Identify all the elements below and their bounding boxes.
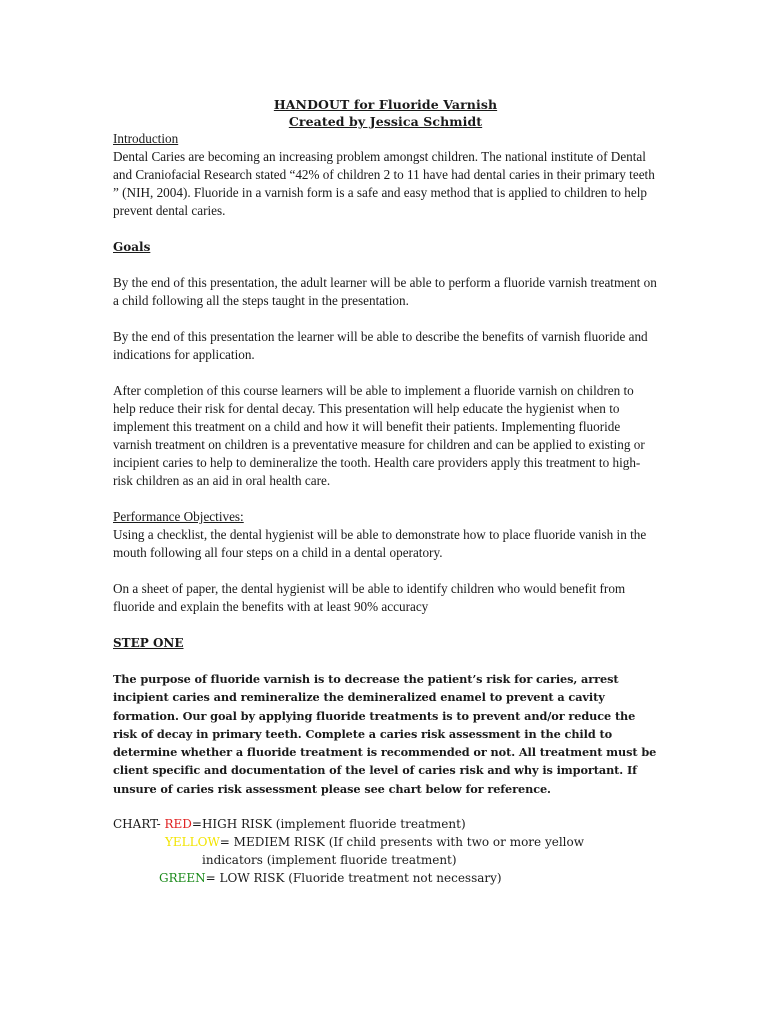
performance-paragraph-2: On a sheet of paper, the dental hygienist will be able to identify children who would benefit from fluoride and explain the benefits with at least 90% accuracy — [113, 581, 626, 614]
red-description: =HIGH RISK (implement fluoride treatment) — [191, 817, 466, 832]
performance-paragraph-1: Using a checklist, the dental hygienist will be able to demonstrate how to place fluoride vanish in the mouth following all four steps on a child in a dental operatory. — [113, 527, 647, 560]
goals-paragraph-1: By the end of this presentation, the adult learner will be able to perform a fluoride varnish treatment on a child following all the steps taught in the presentation. — [113, 275, 657, 308]
green-description: = LOW RISK (Fluoride treatment not necessary) — [205, 871, 502, 886]
document-page — [113, 96, 658, 887]
red-label: RED — [164, 817, 192, 832]
spacer — [113, 310, 658, 328]
yellow-description-cont: indicators (implement fluoride treatment) — [202, 853, 457, 868]
document-title: HANDOUT for Fluoride Varnish — [273, 97, 498, 112]
spacer — [113, 562, 658, 580]
chart-row-high-risk — [113, 815, 658, 833]
chart-row-medium-risk — [113, 833, 658, 851]
goals-heading: Goals — [113, 240, 151, 254]
yellow-label: YELLOW — [165, 835, 220, 850]
spacer — [113, 798, 658, 815]
spacer — [113, 220, 658, 238]
chart-row-medium-risk-cont — [113, 851, 658, 869]
goals-paragraph-2: By the end of this presentation the learner will be able to describe the benefits of varnish fluoride and indications for application. — [113, 329, 648, 362]
step-one-text: The purpose of fluoride varnish is to decrease the patient’s risk for caries, arrest incipient caries and remineralize the demineralized enamel to prevent a cavity formation. Our goal by applying fluoride treatments is to prevent and/or reduce the risk of decay in primary teeth. Complete a caries risk assessment in the child to determine whether a fluoride treatment is recommended or not. All treatment must be client specific and documentation of the level of caries risk and why is important. If unsure of caries risk assessment please see chart below for reference. — [113, 672, 657, 796]
chart-row-low-risk — [113, 869, 658, 887]
green-label: GREEN — [159, 871, 206, 886]
spacer — [113, 616, 658, 634]
spacer — [113, 364, 658, 382]
yellow-description: = MEDIEM RISK (If child presents with two or more yellow — [219, 835, 585, 850]
introduction-heading: Introduction — [113, 131, 179, 146]
spacer — [113, 256, 658, 274]
goals-paragraph-3: After completion of this course learners will be able to implement a fluoride varnish on children to help reduce their risk for dental decay. This presentation will help educate the hygienist when to implement this treatment on a child and how it will benefit their patients. Implementing fluoride varnish treatment on children is a preventative measure for children and can be applied to existing or incipient caries to help to demineralize the tooth. Health care providers apply this treatment to high-risk children as an aid in oral health care. — [113, 383, 645, 488]
performance-heading: Performance Objectives: — [113, 509, 244, 524]
document-author: Created by Jessica Schmidt — [288, 114, 483, 129]
step-one-heading: STEP ONE — [113, 636, 184, 650]
spacer — [113, 490, 658, 508]
risk-chart — [113, 815, 658, 887]
chart-prefix: CHART- — [113, 817, 165, 832]
introduction-text: Dental Caries are becoming an increasing problem amongst children. The national institute of Dental and Craniofacial Research stated “42% of children 2 to 11 have had dental caries in their primary teeth ” (NIH, 2004). Fluoride in a varnish form is a safe and easy method that is applied to children to help prevent dental caries. — [113, 149, 655, 218]
spacer — [113, 652, 658, 670]
